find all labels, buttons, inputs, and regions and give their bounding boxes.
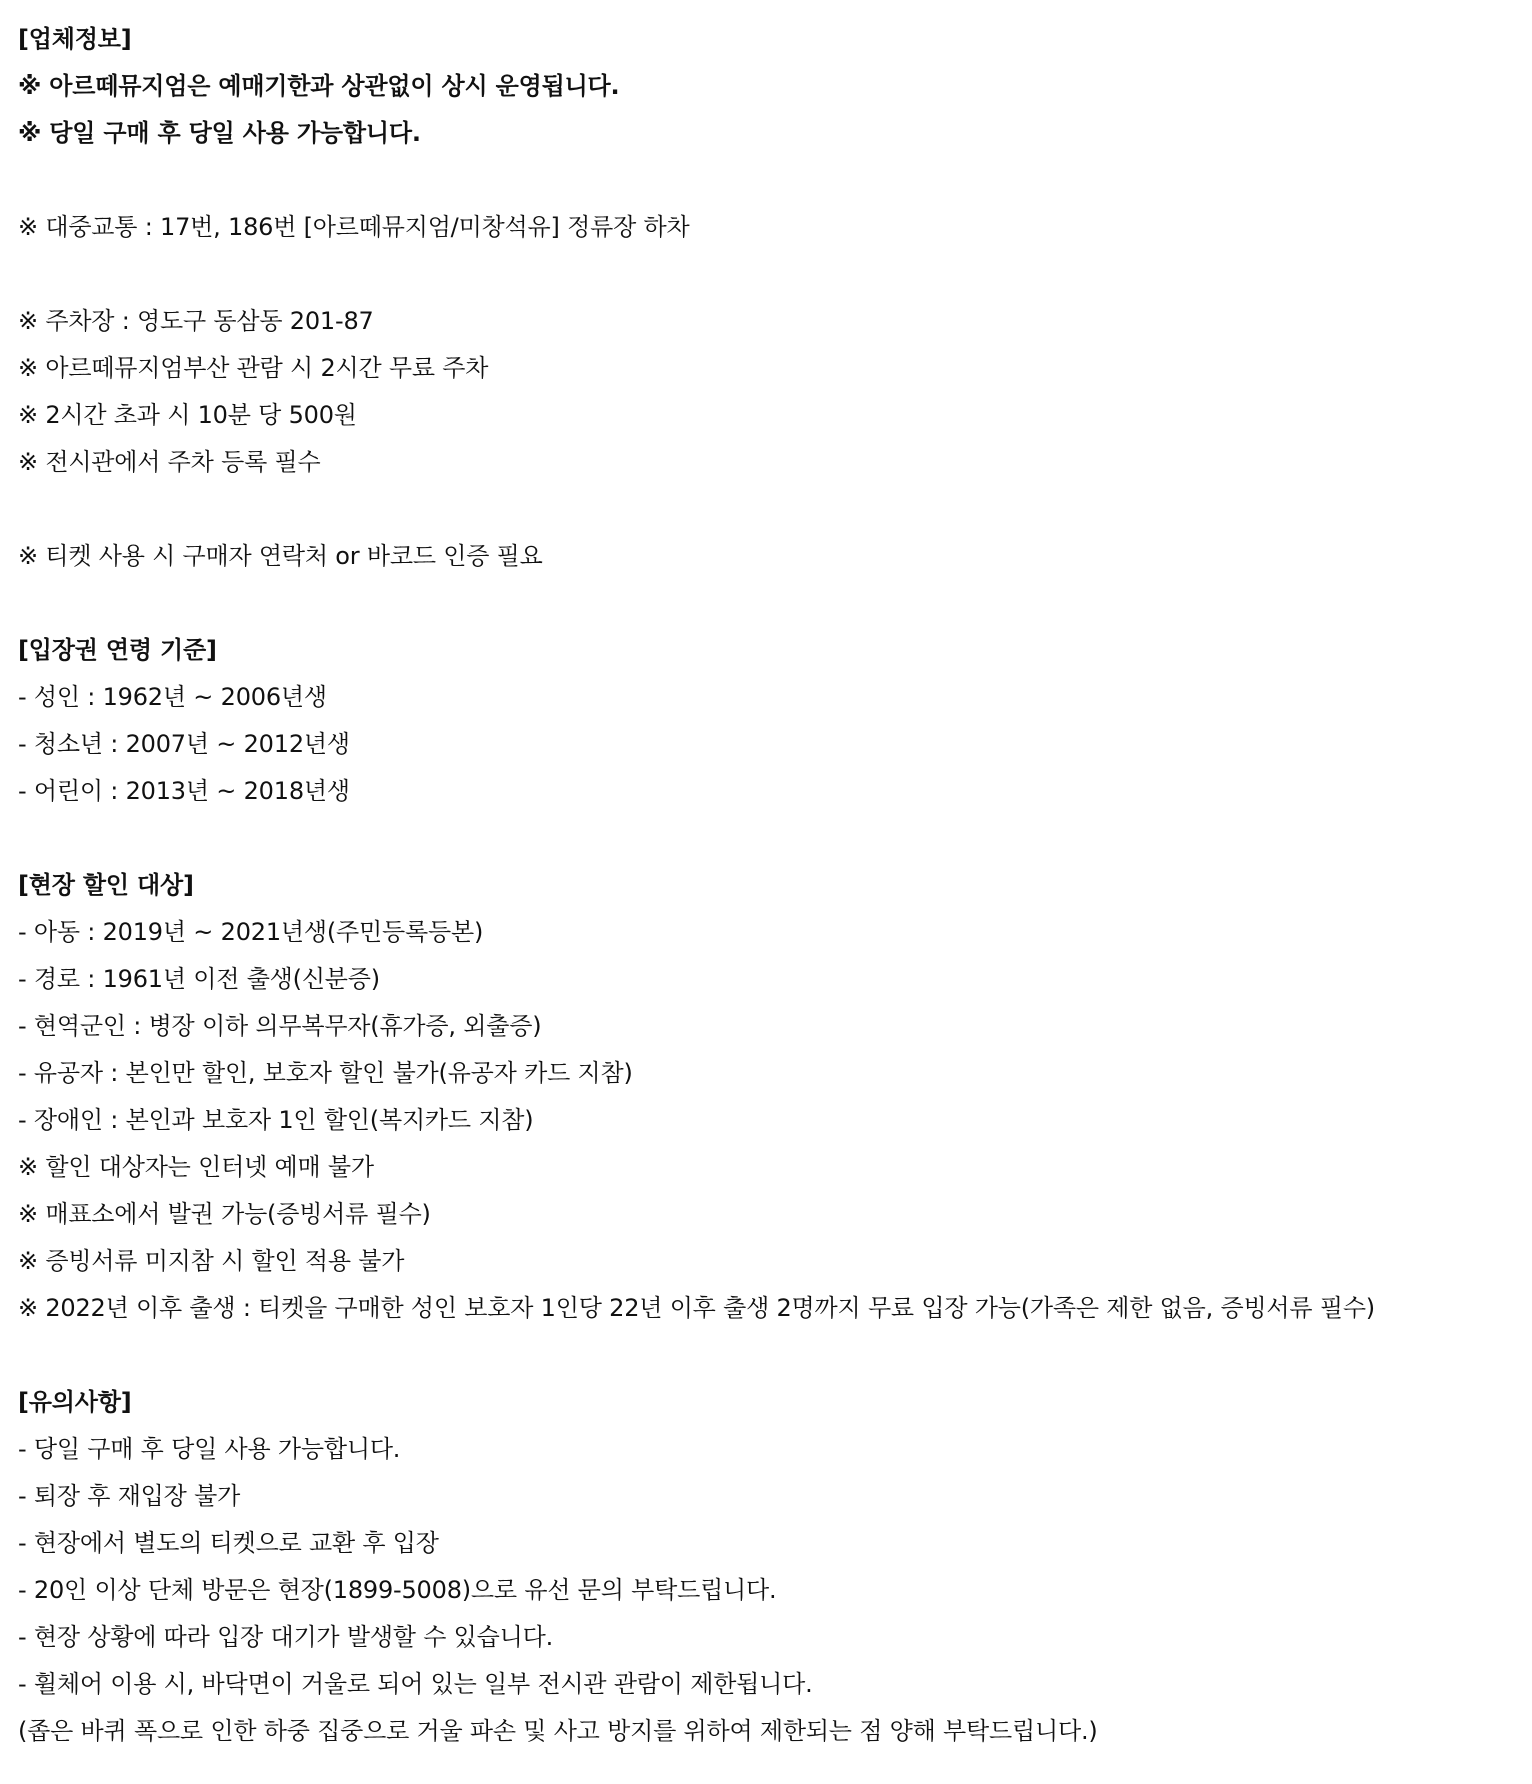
text-line: ※ 증빙서류 미지참 시 할인 적용 불가 <box>18 1247 405 1275</box>
text-line: - 유공자 : 본인만 할인, 보호자 할인 불가(유공자 카드 지참) <box>18 1059 633 1087</box>
text-line: - 아동 : 2019년 ~ 2021년생(주민등록등본) <box>18 918 484 946</box>
blank-line <box>18 580 1532 627</box>
blank-line <box>18 486 1532 533</box>
text-line: - 현장 상황에 따라 입장 대기가 발생할 수 있습니다. <box>18 1623 553 1651</box>
text-line: - 휠체어 이용 시, 바닥면이 거울로 되어 있는 일부 전시관 관람이 제한됩니다. <box>18 1670 813 1698</box>
text-line: ※ 대중교통 : 17번, 186번 [아르떼뮤지엄/미창석유] 정류장 하차 <box>18 213 690 241</box>
blank-line <box>18 1332 1532 1379</box>
text-line: ※ 전시관에서 주차 등록 필수 <box>18 448 321 476</box>
text-line: - 현장에서 별도의 티켓으로 교환 후 입장 <box>18 1529 439 1557</box>
text-line: ※ 아르떼뮤지엄은 예매기한과 상관없이 상시 운영됩니다. <box>18 72 620 100</box>
blank-line <box>18 251 1532 298</box>
heading-company-info: [업체정보] <box>18 25 132 53</box>
text-line: - 청소년 : 2007년 ~ 2012년생 <box>18 730 350 758</box>
text-line: ※ 2시간 초과 시 10분 당 500원 <box>18 401 357 429</box>
text-line: ※ 당일 구매 후 당일 사용 가능합니다. <box>18 119 421 147</box>
text-line: - 퇴장 후 재입장 불가 <box>18 1482 241 1510</box>
heading-age-criteria: [입장권 연령 기준] <box>18 636 217 664</box>
text-line: - 당일 구매 후 당일 사용 가능합니다. <box>18 1435 401 1463</box>
heading-onsite-discount: [현장 할인 대상] <box>18 871 194 899</box>
text-line: - 성인 : 1962년 ~ 2006년생 <box>18 683 327 711</box>
text-line: - 경로 : 1961년 이전 출생(신분증) <box>18 965 380 993</box>
text-line: - 현역군인 : 병장 이하 의무복무자(휴가증, 외출증) <box>18 1012 542 1040</box>
text-line: ※ 티켓 사용 시 구매자 연락처 or 바코드 인증 필요 <box>18 542 543 570</box>
text-line: ※ 할인 대상자는 인터넷 예매 불가 <box>18 1153 374 1181</box>
blank-line <box>18 815 1532 862</box>
text-line: ※ 주차장 : 영도구 동삼동 201-87 <box>18 307 374 335</box>
blank-line <box>18 157 1532 204</box>
text-line: ※ 아르떼뮤지엄부산 관람 시 2시간 무료 주차 <box>18 354 489 382</box>
text-line: ※ 매표소에서 발권 가능(증빙서류 필수) <box>18 1200 431 1228</box>
text-line: - 어린이 : 2013년 ~ 2018년생 <box>18 777 350 805</box>
text-line: - 20인 이상 단체 방문은 현장(1899-5008)으로 유선 문의 부탁드립니다. <box>18 1576 777 1604</box>
text-line: (좁은 바퀴 폭으로 인한 하중 집중으로 거울 파손 및 사고 방지를 위하여 제한되는 점 양해 부탁드립니다.) <box>18 1717 1098 1745</box>
heading-precautions: [유의사항] <box>18 1388 132 1416</box>
text-line: - 장애인 : 본인과 보호자 1인 할인(복지카드 지참) <box>18 1106 534 1134</box>
text-line: ※ 2022년 이후 출생 : 티켓을 구매한 성인 보호자 1인당 22년 이후 출생 2명까지 무료 입장 가능(가족은 제한 없음, 증빙서류 필수) <box>18 1294 1375 1322</box>
